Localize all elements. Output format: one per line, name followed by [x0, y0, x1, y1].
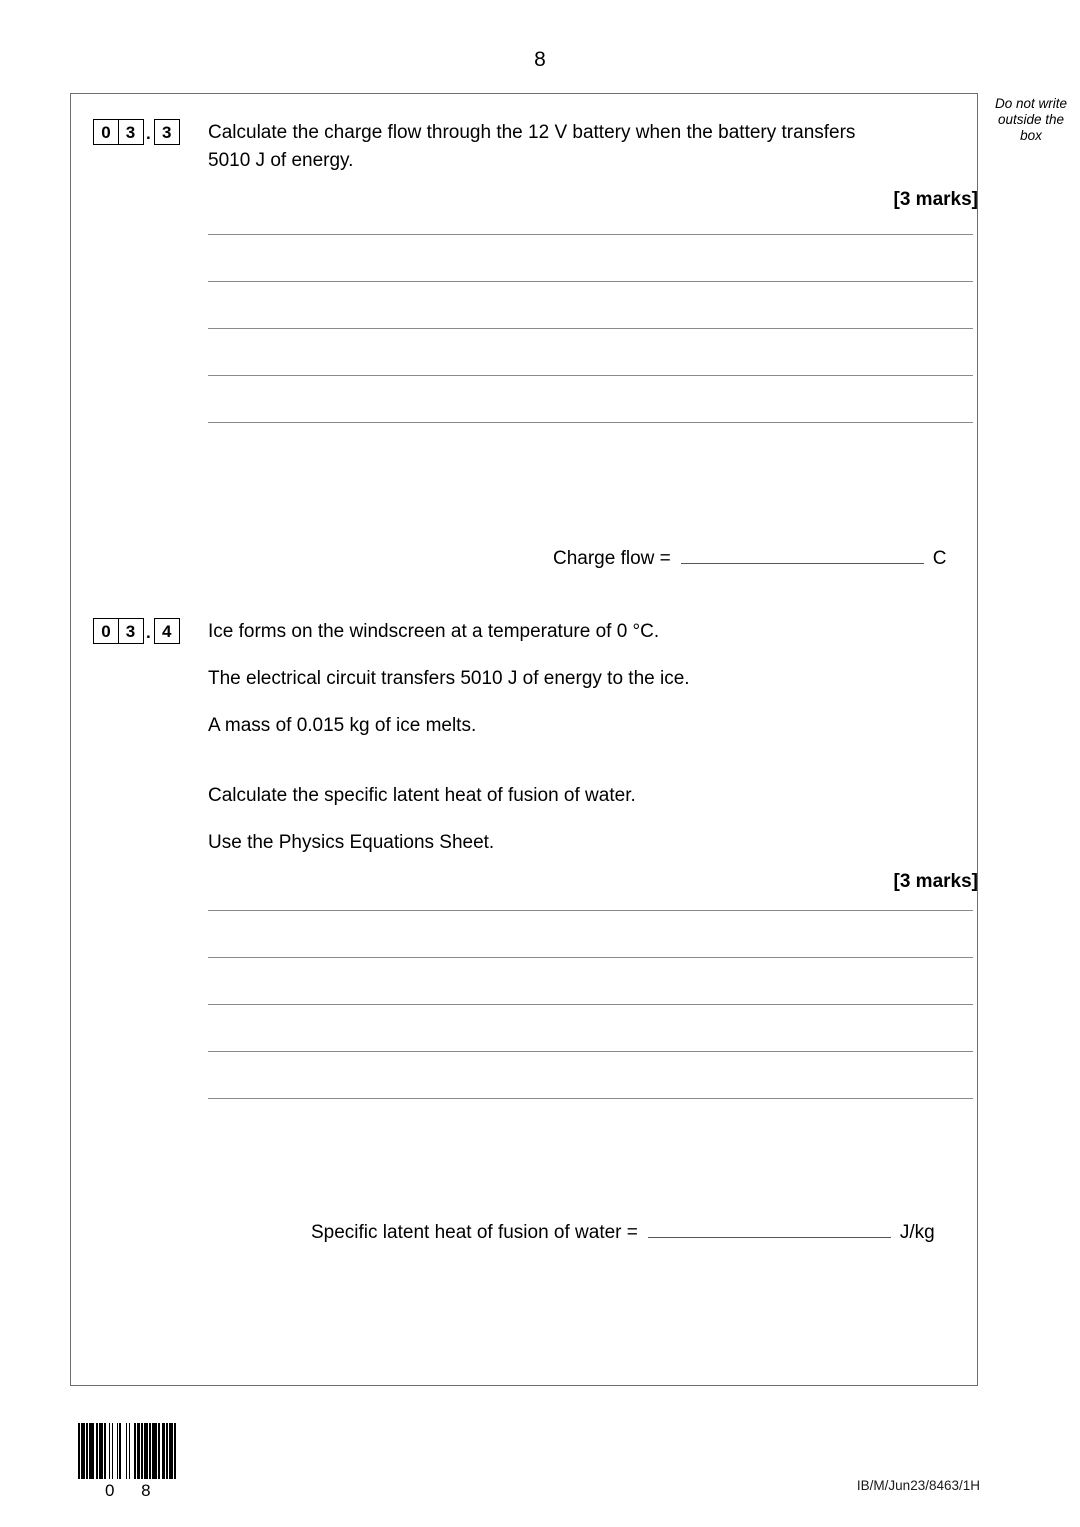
margin-note-line-2: outside the — [997, 112, 1065, 127]
question-03-4-body — [208, 618, 978, 893]
margin-note — [985, 96, 1077, 144]
answer-line[interactable] — [208, 1051, 973, 1052]
answer-line[interactable] — [208, 328, 973, 329]
final-answer-03-3-input[interactable] — [681, 546, 924, 564]
margin-note-line-1: Do not write — [994, 96, 1068, 111]
final-answer-03-3 — [553, 546, 947, 570]
final-answer-03-3-unit: C — [932, 548, 947, 569]
question-number-separator: . — [146, 623, 151, 642]
answer-line[interactable] — [208, 910, 973, 911]
question-03-4-text-line-2: The electrical circuit transfers 5010 J of energy to the ice. — [208, 668, 690, 689]
question-03-4-text-line-1: Ice forms on the windscreen at a temperature of 0 °C. — [208, 621, 660, 642]
question-03-4-text-line-3: A mass of 0.015 kg of ice melts. — [208, 715, 477, 736]
document-reference: IB/M/Jun23/8463/1H — [856, 1478, 980, 1493]
answer-line[interactable] — [208, 375, 973, 376]
question-03-3-text-line-2: 5010 J of energy. — [208, 150, 354, 171]
question-digit-3: 3 — [154, 119, 180, 145]
answer-line[interactable] — [208, 957, 973, 958]
question-03-4-text-line-4: Calculate the specific latent heat of fusion of water. — [208, 785, 636, 806]
question-digit-2: 3 — [118, 618, 144, 644]
question-number-03-4 — [93, 618, 178, 644]
question-03-3-text-line-1: Calculate the charge flow through the 12 V battery when the battery transfers — [208, 122, 856, 143]
barcode-icon — [78, 1423, 190, 1479]
question-number-separator: . — [146, 124, 151, 143]
question-number-03-3 — [93, 119, 178, 145]
answer-box — [70, 93, 978, 1386]
question-digit-1: 0 — [93, 119, 119, 145]
question-03-4-text-line-5: Use the Physics Equations Sheet. — [208, 832, 495, 853]
final-answer-03-4-input[interactable] — [648, 1220, 891, 1238]
final-answer-03-4-label: Specific latent heat of fusion of water = — [311, 1222, 638, 1243]
margin-note-line-3: box — [1020, 128, 1042, 143]
question-digit-2: 3 — [118, 119, 144, 145]
answer-lines-03-3[interactable] — [208, 234, 973, 423]
question-digit-1: 0 — [93, 618, 119, 644]
answer-line[interactable] — [208, 281, 973, 282]
answer-line[interactable] — [208, 1098, 973, 1099]
final-answer-03-4 — [311, 1220, 935, 1244]
question-03-3-body — [208, 119, 978, 211]
final-answer-03-3-label: Charge flow = — [553, 548, 671, 569]
page-number: 8 — [534, 48, 546, 71]
question-03-4-marks: [3 marks] — [893, 871, 978, 892]
final-answer-03-4-unit: J/kg — [899, 1222, 935, 1243]
answer-line[interactable] — [208, 234, 973, 235]
question-03-3-marks: [3 marks] — [893, 189, 978, 210]
question-digit-3: 4 — [154, 618, 180, 644]
answer-line[interactable] — [208, 1004, 973, 1005]
answer-line[interactable] — [208, 422, 973, 423]
barcode-digits: 0 8 — [105, 1481, 162, 1500]
barcode-area — [78, 1423, 190, 1501]
answer-lines-03-4[interactable] — [208, 910, 973, 1099]
